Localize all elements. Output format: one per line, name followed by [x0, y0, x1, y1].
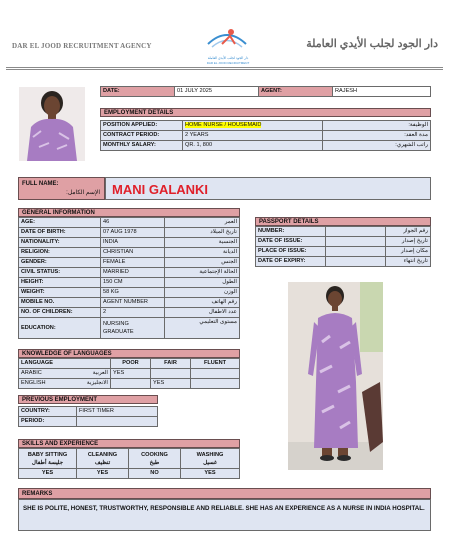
agency-name-ar: دار الجود لجلب الأيدي العاملة: [306, 38, 438, 50]
remarks-text-box: [18, 499, 431, 531]
english-fair: YES: [151, 379, 191, 389]
passport-number-label-ar: رقم الجواز: [386, 227, 431, 237]
skill-label-ar: طبخ: [149, 459, 160, 466]
country-label: COUNTRY:: [19, 407, 77, 417]
remarks-text: SHE IS POLITE, HONEST, TRUSTWORTHY, RESPONSIBLE AND RELIABLE. SHE HAS AN EXPERIENCE AS A NURSE IN INDIA HOSPITAL.: [23, 505, 425, 512]
position-value-cell: [183, 121, 323, 131]
position-label-ar: الوظيفة:: [323, 121, 431, 131]
date-label: DATE:: [101, 87, 175, 97]
table-row: [19, 218, 240, 228]
skill-label: BABY SITTING: [27, 451, 68, 458]
mobile-label-ar: رقم الهاتف: [165, 298, 240, 308]
logo-caption-en: DAR EL JOOD RECRUITMENT: [206, 61, 250, 65]
contract-label: CONTRACT PERIOD:: [101, 131, 183, 141]
arabic-label-ar: العربية: [92, 370, 108, 376]
salary-label-ar: راتب الشهري:: [323, 141, 431, 151]
mobile-value: AGENT NUMBER: [101, 298, 165, 308]
arabic-fair: [151, 369, 191, 379]
skill-value: YES: [181, 469, 240, 479]
date-value: 01 JULY 2025: [175, 87, 259, 97]
height-value: 150 CM: [101, 278, 165, 288]
passport-table: [255, 226, 431, 267]
skill-washing: [181, 449, 240, 469]
salary-label: MONTHLY SALARY:: [101, 141, 183, 151]
remarks-header: REMARKS: [18, 488, 431, 499]
dob-label-ar: تاريخ الميلاد: [165, 228, 240, 238]
dob-value: 07 AUG 1978: [101, 228, 165, 238]
gender-value: FEMALE: [101, 258, 165, 268]
table-row: [19, 238, 240, 248]
employment-table: [100, 120, 431, 151]
salary-value: QR. 1, 800: [183, 141, 323, 151]
language-col-header: LANGUAGE: [19, 359, 111, 369]
civil-status-label-ar: الحالة الإجتماعية: [165, 268, 240, 278]
gender-label-ar: الجنس: [165, 258, 240, 268]
position-value: HOME NURSE / HOUSEMAID: [185, 122, 262, 128]
english-poor: [111, 379, 151, 389]
skill-value: YES: [19, 469, 77, 479]
languages-header: KNOWLEDGE OF LANGUAGES: [18, 349, 240, 358]
issue-place-label-ar: مكان إصدار: [386, 247, 431, 257]
table-row: [19, 258, 240, 268]
contract-value: 2 YEARS: [183, 131, 323, 141]
skills-header: SKILLS AND EXPERIENCE: [18, 439, 240, 448]
table-row: [19, 268, 240, 278]
arabic-poor: YES: [111, 369, 151, 379]
agent-label: AGENT:: [259, 87, 333, 97]
previous-employment-table: [18, 406, 158, 427]
arabic-cell: [19, 369, 111, 379]
table-row: [101, 141, 431, 151]
skill-cooking: [129, 449, 181, 469]
education-label: EDUCATION:: [19, 318, 101, 339]
english-cell: [19, 379, 111, 389]
full-name-label: FULL NAME:: [22, 181, 59, 187]
skill-value: YES: [77, 469, 129, 479]
weight-label-ar: الوزن: [165, 288, 240, 298]
date-agent-table: [100, 86, 431, 97]
nationality-label: NATIONALITY:: [19, 238, 101, 248]
table-row: [19, 359, 240, 369]
full-name-label-ar: الإسم الكامل:: [66, 190, 100, 196]
age-value: 46: [101, 218, 165, 228]
children-label: NO. OF CHILDREN:: [19, 308, 101, 318]
poor-col-header: POOR: [111, 359, 151, 369]
table-row: [19, 288, 240, 298]
languages-table: [18, 358, 240, 389]
height-label: HEIGHT:: [19, 278, 101, 288]
skill-label: WASHING: [196, 451, 224, 458]
age-label-ar: العمر: [165, 218, 240, 228]
passport-number-label: NUMBER:: [256, 227, 326, 237]
period-value: [77, 417, 158, 427]
education-value: [101, 318, 165, 339]
table-row: [19, 417, 158, 427]
civil-status-label: CIVIL STATUS:: [19, 268, 101, 278]
table-row: [256, 237, 431, 247]
table-row: [256, 227, 431, 237]
education-value-line1: NURSING: [103, 321, 129, 327]
table-row: [19, 308, 240, 318]
table-row: [19, 248, 240, 258]
age-label: AGE:: [19, 218, 101, 228]
fair-col-header: FAIR: [151, 359, 191, 369]
skill-value: NO: [129, 469, 181, 479]
issue-place-label: PLACE OF ISSUE:: [256, 247, 326, 257]
table-row: [19, 278, 240, 288]
position-label: POSITION APPLIED:: [101, 121, 183, 131]
table-row: [19, 298, 240, 308]
table-row: [256, 247, 431, 257]
applicant-photo-full: [288, 282, 383, 470]
period-label: PERIOD:: [19, 417, 77, 427]
skill-cleaning: [77, 449, 129, 469]
passport-details-header: PASSPORT DETAILS: [255, 217, 431, 226]
religion-value: CHRISTIAN: [101, 248, 165, 258]
contract-label-ar: مدة العقد:: [323, 131, 431, 141]
fluent-col-header: FLUENT: [191, 359, 240, 369]
mobile-label: MOBILE NO.: [19, 298, 101, 308]
expiry-date-label-ar: تاريخ انتهاء: [386, 257, 431, 267]
children-value: 2: [101, 308, 165, 318]
employment-details-header: EMPLOYMENT DETAILS: [100, 108, 431, 117]
passport-number-value: [326, 227, 386, 237]
issue-date-value: [326, 237, 386, 247]
general-info-header: GENERAL INFORMATION: [18, 208, 240, 217]
arabic-fluent: [191, 369, 240, 379]
table-row: [19, 369, 240, 379]
table-row: [19, 449, 240, 469]
weight-value: 58 KG: [101, 288, 165, 298]
expiry-date-value: [326, 257, 386, 267]
table-row: [101, 121, 431, 131]
skill-baby-sitting: [19, 449, 77, 469]
table-row: [19, 407, 158, 417]
arabic-label: ARABIC: [21, 370, 42, 376]
full-name-value-box: [105, 177, 431, 200]
english-label: ENGLISH: [21, 380, 46, 386]
table-row: [19, 318, 240, 339]
religion-label-ar: الديانة: [165, 248, 240, 258]
skills-table: [18, 448, 240, 479]
education-value-line2: GRADUATE: [103, 329, 134, 335]
table-row: [256, 257, 431, 267]
civil-status-value: MARRIED: [101, 268, 165, 278]
skill-label: CLEANING: [87, 451, 118, 458]
skill-label-ar: غسيل: [203, 459, 217, 466]
nationality-value: INDIA: [101, 238, 165, 248]
country-value: FIRST TIMER: [77, 407, 158, 417]
english-fluent: [191, 379, 240, 389]
table-row: [19, 228, 240, 238]
issue-date-label-ar: تاريخ إصدار: [386, 237, 431, 247]
religion-label: RELIGION:: [19, 248, 101, 258]
logo-caption-ar: دار الجود لجلب الأيدي العاملة: [207, 56, 249, 60]
agency-logo: [202, 22, 252, 60]
education-label-ar: مستوى التعليمي: [165, 318, 240, 339]
dob-label: DATE OF BIRTH:: [19, 228, 101, 238]
general-info-table: [18, 217, 240, 339]
height-label-ar: الطول: [165, 278, 240, 288]
table-row: [101, 131, 431, 141]
table-row: [19, 469, 240, 479]
english-label-ar: الانجليزية: [86, 380, 108, 386]
full-name-value: MANI GALANKI: [112, 182, 209, 197]
weight-label: WEIGHT:: [19, 288, 101, 298]
expiry-date-label: DATE OF EXPIRY:: [256, 257, 326, 267]
agent-value: RAJESH: [333, 87, 431, 97]
skill-label-ar: جليسة أطفال: [31, 459, 64, 466]
skill-label: COOKING: [141, 451, 168, 458]
full-name-label-box: [18, 177, 105, 200]
previous-employment-header: PREVIOUS EMPLOYMENT: [18, 395, 158, 404]
children-label-ar: عدد الاطفال: [165, 308, 240, 318]
issue-date-label: DATE OF ISSUE:: [256, 237, 326, 247]
nationality-label-ar: الجنسية: [165, 238, 240, 248]
gender-label: GENDER:: [19, 258, 101, 268]
issue-place-value: [326, 247, 386, 257]
skill-label-ar: تنظيف: [94, 459, 111, 466]
applicant-photo-portrait: [19, 87, 85, 161]
table-row: [19, 379, 240, 389]
agency-name-en: DAR EL JOOD RECRUITMENT AGENCY: [12, 42, 152, 50]
